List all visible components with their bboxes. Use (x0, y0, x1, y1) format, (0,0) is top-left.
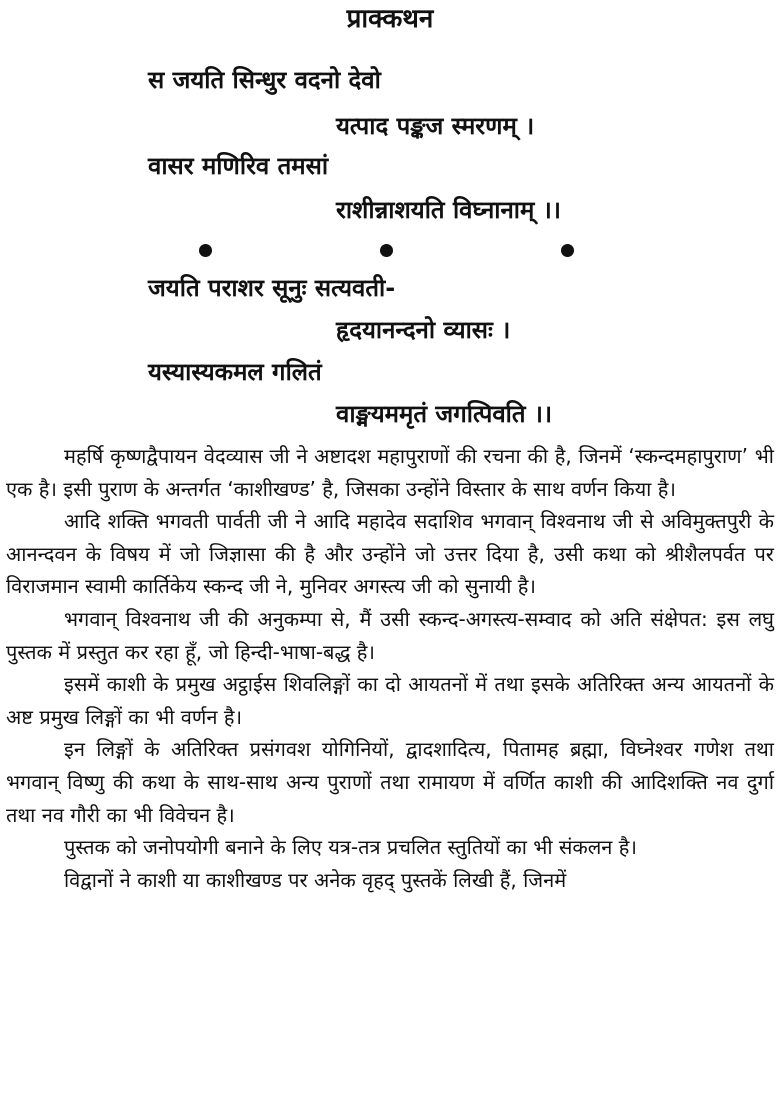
paragraph-7: विद्वानों ने काशी या काशीखण्ड पर अनेक वृहद् पुस्तकें लिखी हैं, जिनमें (64, 867, 567, 892)
paragraph-6: पुस्तक को जनोपयोगी बनाने के लिए यत्र-तत्र प्रचलित स्तुतियों का भी संकलन है। (64, 835, 637, 860)
paragraph-4: इसमें काशी के प्रमुख अट्ठाईस शिवलिङ्गों का दो आयतनों में तथा इसके अतिरिक्त अन्य आयतनों के अष्ट प्रमुख लिङ्गों का भी वर्णन है। (6, 672, 774, 729)
verse-line-8: वाङ्मयममृतं जगत्पिवति ।। (336, 400, 553, 428)
verse-line-2: यत्पाद पङ्कज स्मरणम् । (336, 112, 535, 140)
verse-line-7: यस्यास्यकमल गलितं (148, 358, 322, 386)
paragraph-5: इन लिङ्गों के अतिरिक्त प्रसंगवश योगिनियों, द्वादशादित्य, पितामह ब्रह्मा, विघ्नेश्वर गणेश तथा भगवान् विष्णु की कथा के साथ-साथ अन्य पुराणों तथा रामायण में वर्णित काशी की आदिशक्ति नव दुर्गा तथा नव गौरी का भी विवेचन है। (6, 737, 774, 827)
verse-line-5: जयति पराशर सूनुः सत्यवती- (148, 274, 396, 302)
verse-line-4: राशीन्नाशयति विघ्नानाम् ।। (336, 196, 561, 224)
body-text (6, 440, 774, 896)
verse-line-6: हृदयानन्दनो व्यासः । (336, 316, 511, 344)
separator-dot-1 (199, 244, 212, 257)
paragraph-1: महर्षि कृष्णद्वैपायन वेदव्यास जी ने अष्टादश महापुराणों की रचना की है, जिनमें ‘स्कन्दमहापुराण’ भी एक है। इसी पुराण के अन्तर्गत ‘काशीखण्ड’ है, जिसका उन्होंने विस्तार के साथ वर्णन किया है। (6, 444, 774, 501)
verse-line-1: स जयति सिन्धुर वदनो देवो (148, 66, 381, 94)
separator-dot-3 (561, 244, 574, 257)
paragraph-2: आदि शक्ति भगवती पार्वती जी ने आदि महादेव सदाशिव भगवान् विश्वनाथ जी से अविमुक्तपुरी के आनन्दवन के विषय में जो जिज्ञासा की है और उन्होंने जो उत्तर दिया है, उसी कथा को श्रीशैलपर्वत पर विराजमान स्वामी कार्तिकेय स्कन्द जी ने, मुनिवर अगस्त्य जी को सुनायी है। (6, 509, 774, 599)
page-title: प्राक्कथन (346, 4, 434, 34)
paragraph-3: भगवान् विश्वनाथ जी की अनुकम्पा से, मैं उसी स्कन्द-अगस्त्य-सम्वाद को अति संक्षेपत: इस लघु पुस्तक में प्रस्तुत कर रहा हूँ, जो हिन्दी-भाषा-बद्ध है। (6, 606, 774, 664)
separator-dot-2 (380, 244, 393, 257)
verse-line-3: वासर मणिरिव तमसां (148, 152, 329, 180)
